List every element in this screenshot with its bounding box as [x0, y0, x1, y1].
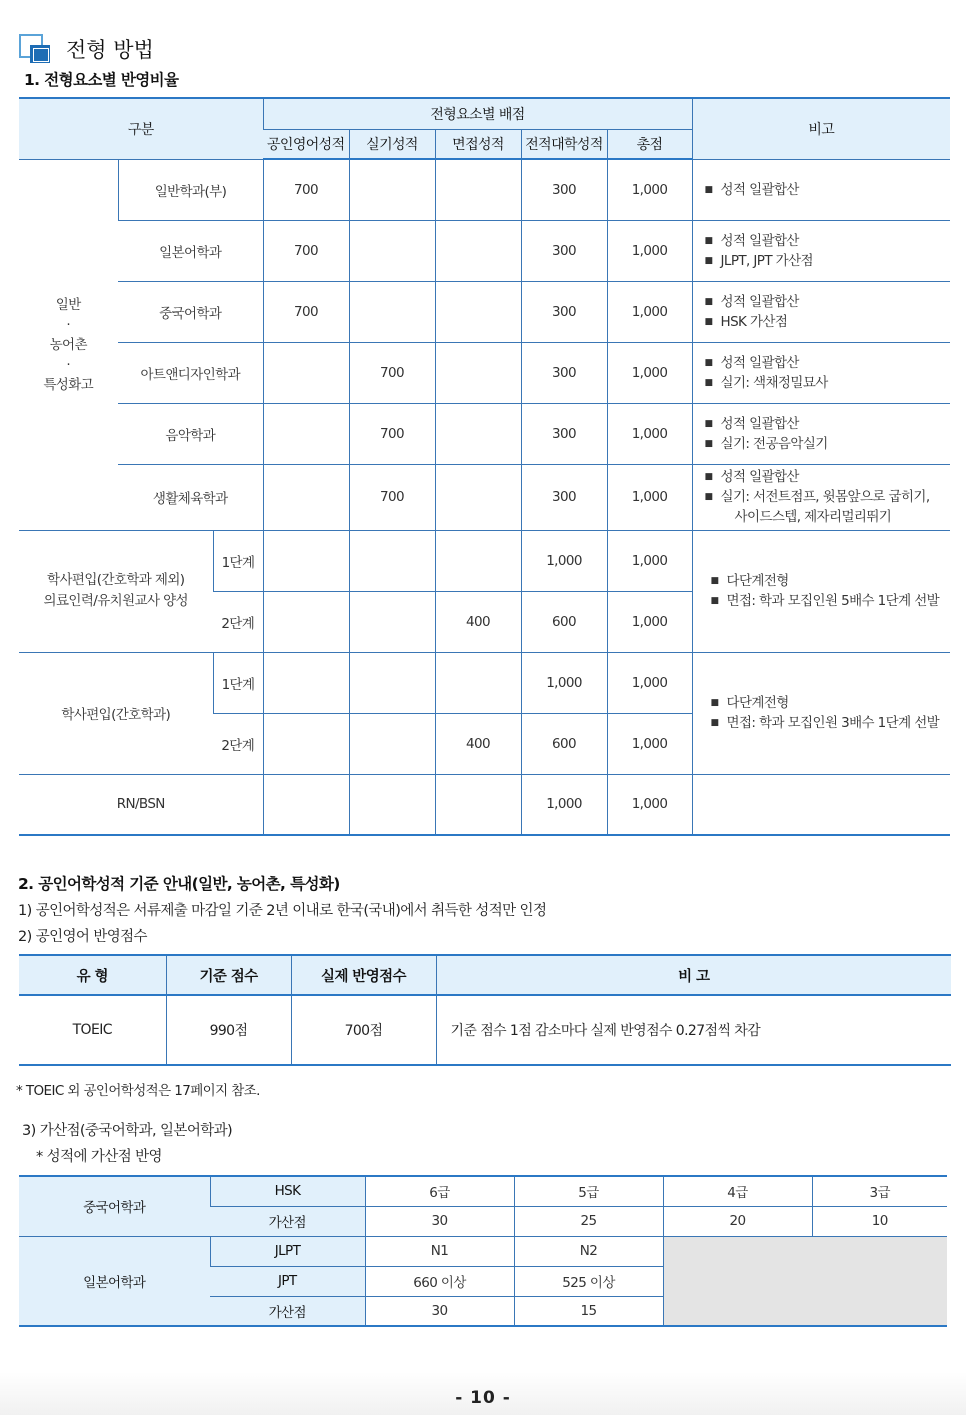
cell-practical [349, 281, 435, 342]
table-row [19, 220, 950, 281]
cell-practical: 700 [349, 403, 435, 464]
japanese-bonus: 15 [514, 1296, 663, 1326]
cell-interview [435, 281, 521, 342]
cell-total: 1,000 [607, 159, 692, 220]
chinese-bonus: 30 [365, 1206, 514, 1236]
cell-total: 1,000 [607, 652, 692, 713]
header-score-group: 전형요소별 배점 [263, 98, 692, 129]
cell-remark: ■ 다단계전형 ■ 면접: 학과 모집인원 3배수 1단계 선발 [692, 652, 950, 774]
stage-label: 1단계 [213, 652, 263, 713]
section-title-text: 전형 방법 [66, 38, 154, 62]
toeic-header-actual: 실제 반영점수 [291, 955, 436, 995]
hsk-level: 5급 [514, 1176, 663, 1206]
ratio-table [19, 97, 950, 836]
bonus-table [19, 1175, 947, 1327]
cell-remark: ■ 성적 일괄합산 ■ HSK 가산점 [692, 281, 950, 342]
header-interview: 면접성적 [435, 129, 521, 159]
japanese-bonus: 30 [365, 1296, 514, 1326]
table-row [19, 403, 950, 464]
table-row [19, 530, 950, 591]
transfer1-label: 학사편입(간호학과 제외) 의료인력/유치원교사 양성 [19, 530, 213, 652]
empty-gray-cell [663, 1236, 947, 1326]
cell-english: 700 [263, 281, 349, 342]
dept-name: 일반학과(부) [118, 159, 263, 220]
table-row [19, 774, 950, 835]
cell-interview [435, 652, 521, 713]
cell-english [263, 530, 349, 591]
toeic-table [19, 954, 951, 1066]
japanese-dept-label: 일본어학과 [19, 1236, 210, 1326]
header-gubun: 구분 [19, 98, 263, 159]
jlpt-level: N2 [514, 1236, 663, 1266]
cell-practical [349, 713, 435, 774]
chinese-bonus-label: 가산점 [210, 1206, 365, 1236]
cell-interview: 400 [435, 591, 521, 652]
cell-interview [435, 774, 521, 835]
cell-previous: 1,000 [521, 530, 607, 591]
cell-practical [349, 652, 435, 713]
cell-english [263, 591, 349, 652]
table-row [19, 1176, 947, 1206]
subsection-2-heading: 2. 공인어학성적 기준 안내(일반, 농어촌, 특성화) [18, 875, 340, 893]
cell-interview: 400 [435, 713, 521, 774]
jpt-score: 660 이상 [365, 1266, 514, 1296]
hsk-label: HSK [210, 1176, 365, 1206]
cell-english: 700 [263, 159, 349, 220]
toeic-remark: 기준 점수 1점 감소마다 실제 반영점수 0.27점씩 차감 [436, 995, 951, 1065]
dept-name: 일본어학과 [118, 220, 263, 281]
cell-english [263, 342, 349, 403]
header-previous-school: 전적대학성적 [521, 129, 607, 159]
cell-total: 1,000 [607, 220, 692, 281]
cell-interview [435, 220, 521, 281]
toeic-header-remark: 비 고 [436, 955, 951, 995]
cell-total: 1,000 [607, 591, 692, 652]
cell-practical [349, 591, 435, 652]
toeic-header-type: 유 형 [19, 955, 166, 995]
dept-name: 아트앤디자인학과 [118, 342, 263, 403]
cell-practical: 700 [349, 464, 435, 530]
cell-interview [435, 464, 521, 530]
cell-english [263, 774, 349, 835]
cell-practical [349, 220, 435, 281]
cell-english [263, 713, 349, 774]
cell-remark: ■ 성적 일괄합산 ■ 실기: 색채정밀묘사 [692, 342, 950, 403]
hsk-level: 4급 [663, 1176, 812, 1206]
stage-label: 1단계 [213, 530, 263, 591]
cell-interview [435, 403, 521, 464]
header-remark: 비고 [692, 98, 950, 159]
cell-english [263, 403, 349, 464]
cell-previous: 1,000 [521, 652, 607, 713]
cell-total: 1,000 [607, 530, 692, 591]
cell-remark: ■ 성적 일괄합산 ■ 실기: 서전트점프, 윗몸앞으로 굽히기, 사이드스텝, 제자리멀리뛰기 [692, 464, 950, 530]
cell-practical [349, 774, 435, 835]
table-row [19, 281, 950, 342]
subsection-2-line-2: 2) 공인영어 반영점수 [18, 929, 147, 945]
table-row [19, 1236, 947, 1266]
cell-practical: 700 [349, 342, 435, 403]
toeic-base: 990점 [166, 995, 291, 1065]
cell-total: 1,000 [607, 403, 692, 464]
chinese-dept-label: 중국어학과 [19, 1176, 210, 1236]
header-english: 공인영어성적 [263, 129, 349, 159]
toeic-footnote: * TOEIC 외 공인어학성적은 17페이지 참조. [16, 1083, 260, 1099]
cell-previous: 600 [521, 713, 607, 774]
cell-total: 1,000 [607, 774, 692, 835]
chinese-bonus: 20 [663, 1206, 812, 1236]
cell-total: 1,000 [607, 464, 692, 530]
chinese-bonus: 25 [514, 1206, 663, 1236]
cell-interview [435, 159, 521, 220]
table-row [19, 652, 950, 713]
cell-remark [692, 774, 950, 835]
cell-previous: 300 [521, 403, 607, 464]
toeic-actual: 700점 [291, 995, 436, 1065]
cell-previous: 300 [521, 159, 607, 220]
jpt-label: JPT [210, 1266, 365, 1296]
general-group-label: 일반 · 농어촌 · 특성화고 [19, 159, 118, 530]
jlpt-label: JLPT [210, 1236, 365, 1266]
cell-previous: 300 [521, 220, 607, 281]
table-row [19, 159, 950, 220]
table-row [19, 464, 950, 530]
stage-label: 2단계 [213, 591, 263, 652]
toeic-type: TOEIC [19, 995, 166, 1065]
cell-remark: ■ 다단계전형 ■ 면접: 학과 모집인원 5배수 1단계 선발 [692, 530, 950, 652]
cell-previous: 300 [521, 464, 607, 530]
cell-english [263, 464, 349, 530]
cell-previous: 300 [521, 281, 607, 342]
dept-name: 생활체육학과 [118, 464, 263, 530]
chinese-bonus: 10 [812, 1206, 947, 1236]
cell-previous: 1,000 [521, 774, 607, 835]
jlpt-level: N1 [365, 1236, 514, 1266]
japanese-bonus-label: 가산점 [210, 1296, 365, 1326]
transfer2-label: 학사편입(간호학과) [19, 652, 213, 774]
cell-previous: 300 [521, 342, 607, 403]
cell-remark: ■ 성적 일괄합산 [692, 159, 950, 220]
subsection-3-heading: 3) 가산점(중국어학과, 일본어학과) [22, 1123, 233, 1139]
rnbsn-label: RN/BSN [19, 774, 263, 835]
subsection-3-note: * 성적에 가산점 반영 [36, 1149, 162, 1165]
cell-total: 1,000 [607, 281, 692, 342]
dept-name: 중국어학과 [118, 281, 263, 342]
hsk-level: 6급 [365, 1176, 514, 1206]
cell-interview [435, 530, 521, 591]
table-row [19, 995, 951, 1065]
subsection-2-line-1: 1) 공인어학성적은 서류제출 마감일 기준 2년 이내로 한국(국내)에서 취득한 성적만 인정 [18, 903, 547, 919]
cell-remark: ■ 성적 일괄합산 ■ 실기: 전공음악실기 [692, 403, 950, 464]
jpt-score: 525 이상 [514, 1266, 663, 1296]
page-number: - 10 - [455, 1388, 511, 1408]
header-practical: 실기성적 [349, 129, 435, 159]
section-square-icon [18, 33, 54, 65]
stage-label: 2단계 [213, 713, 263, 774]
subsection-1-heading: 1. 전형요소별 반영비율 [24, 71, 179, 89]
dept-name: 음악학과 [118, 403, 263, 464]
cell-total: 1,000 [607, 713, 692, 774]
section-title [18, 32, 154, 66]
cell-total: 1,000 [607, 342, 692, 403]
header-total: 총점 [607, 129, 692, 159]
table-row [19, 342, 950, 403]
hsk-level: 3급 [812, 1176, 947, 1206]
cell-remark: ■ 성적 일괄합산 ■ JLPT, JPT 가산점 [692, 220, 950, 281]
cell-interview [435, 342, 521, 403]
cell-english: 700 [263, 220, 349, 281]
cell-practical [349, 159, 435, 220]
cell-english [263, 652, 349, 713]
cell-practical [349, 530, 435, 591]
cell-previous: 600 [521, 591, 607, 652]
toeic-header-base: 기준 점수 [166, 955, 291, 995]
